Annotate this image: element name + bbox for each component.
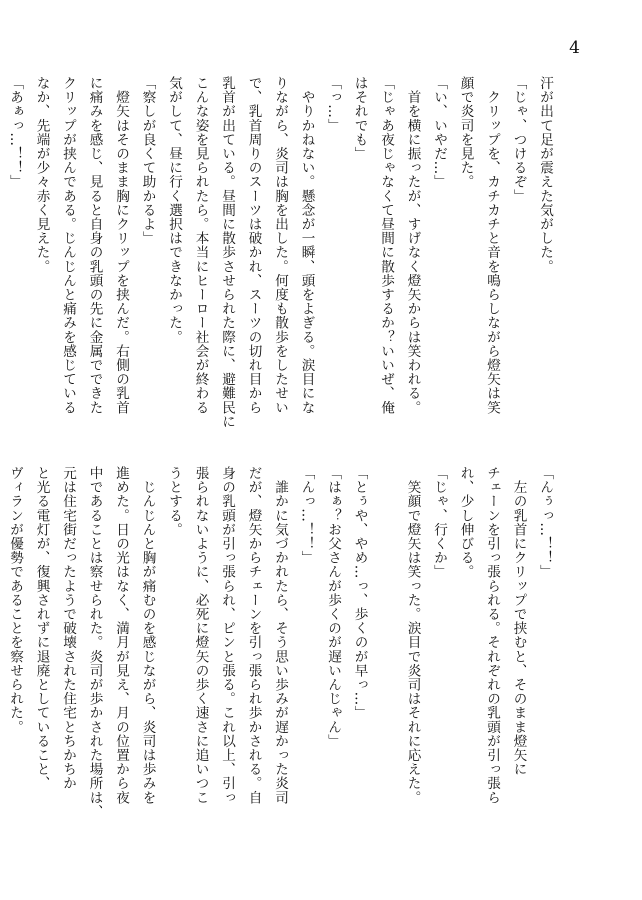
text-line: 左の乳首にクリップで挟むと、そのまま燈矢に bbox=[510, 466, 527, 777]
text-line: 進めた。日の光はなく、満月が見え、月の位置から夜 bbox=[113, 466, 129, 805]
text-line: チェーンを引っ張られる。それぞれの乳頭が引っ張ら bbox=[484, 466, 500, 805]
text-line: 元は住宅街だったようで破壊された住宅とちかちか bbox=[60, 466, 76, 791]
text-line: うとする。 bbox=[166, 466, 182, 537]
text-line: なか、先端が少々赤く見えた。 bbox=[33, 76, 50, 274]
text-block-bottom bbox=[0, 466, 558, 842]
text-line: で、乳首周りのスーツは破かれ、スーツの切れ目から bbox=[245, 76, 262, 415]
text-line: 乳首が出ている。昼間に散歩させられた際に、避難民に bbox=[219, 76, 235, 429]
text-line: 身の乳頭が引っ張られ、ピンと張る。これ以上、引っ bbox=[219, 466, 235, 805]
text-line: じんじんと胸が痛むのを感じながら、炎司は歩みを bbox=[139, 466, 156, 805]
text-line: 「っ…」 bbox=[325, 76, 341, 133]
text-line: 気がして、昼に行く選択はできなかった。 bbox=[166, 76, 182, 344]
text-line: 「じゃあ夜じゃなくて昼間に散歩するか？いいぜ、俺 bbox=[378, 76, 394, 415]
text-line: 「あぁっ…！！」 bbox=[7, 76, 23, 189]
text-line: 「んぅっ…！！」 bbox=[537, 466, 553, 579]
text-line: 「はぁ？お父さんが歩くのが遅いんじゃん」 bbox=[325, 466, 341, 748]
text-line: はそれでも」 bbox=[351, 76, 368, 161]
text-line: 顔で炎司を見た。 bbox=[457, 76, 474, 189]
text-line bbox=[373, 466, 400, 842]
page-number: 4 bbox=[569, 38, 580, 58]
text-line: だが、燈矢からチェーンを引っ張られ歩かされる。自 bbox=[245, 466, 262, 805]
text-line: 誰かに気づかれたら、そう思い歩みが遅かった炎司 bbox=[272, 466, 288, 805]
text-line: ヴィランが優勢であることを察せられた。 bbox=[7, 466, 23, 734]
text-line: 笑顔で燈矢は笑った。涙目で炎司はそれに応えた。 bbox=[404, 466, 421, 805]
text-line: と光る電灯が、復興されずに退廃としていること、 bbox=[33, 466, 50, 791]
text-line: やりかねない。懸念が一瞬、頭をよぎる。涙目にな bbox=[298, 76, 315, 415]
text-line: 「じゃ、行くか」 bbox=[431, 466, 447, 579]
text-line: 「察しが良くて助かるよ」 bbox=[139, 76, 156, 246]
text-line: りながら、炎司は胸を出した。何度も散歩をしたせい bbox=[272, 76, 288, 415]
text-block-top bbox=[0, 76, 558, 452]
text-line: れ、少し伸びる。 bbox=[457, 466, 474, 579]
text-line: 汗が出て足が震えた気がした。 bbox=[537, 76, 553, 274]
text-line: 「んっ…！！」 bbox=[298, 466, 315, 565]
text-line: 中であることは察せられた。炎司が歩かされた場所は、 bbox=[86, 466, 103, 819]
text-line: 「じゃ、つけるぞ」 bbox=[510, 76, 527, 203]
text-line bbox=[0, 76, 2, 452]
text-line: に痛みを感じ、見ると自身の乳頭の先に金属でできた bbox=[86, 76, 103, 415]
text-line bbox=[0, 466, 2, 842]
text-line: クリップを、カチカチと音を鳴らしながら燈矢は笑 bbox=[484, 76, 500, 415]
text-line: 「とぅや、やめ…っ、歩くのが早っ…」 bbox=[351, 466, 368, 720]
text-line: こんな姿を見られたら。本当にヒーロー社会が終わる bbox=[192, 76, 209, 415]
text-line: クリップが挟んである。じんじんと痛みを感じている bbox=[60, 76, 76, 415]
text-line: 燈矢はそのまま胸にクリップを挟んだ。右側の乳首 bbox=[113, 76, 129, 415]
text-line: 「い、いやだ…」 bbox=[431, 76, 447, 189]
text-line: 張られないように、必死に燈矢の歩く速さに追いつこ bbox=[192, 466, 209, 805]
text-line: 首を横に振ったが、すげなく燈矢からは笑われる。 bbox=[404, 76, 421, 415]
